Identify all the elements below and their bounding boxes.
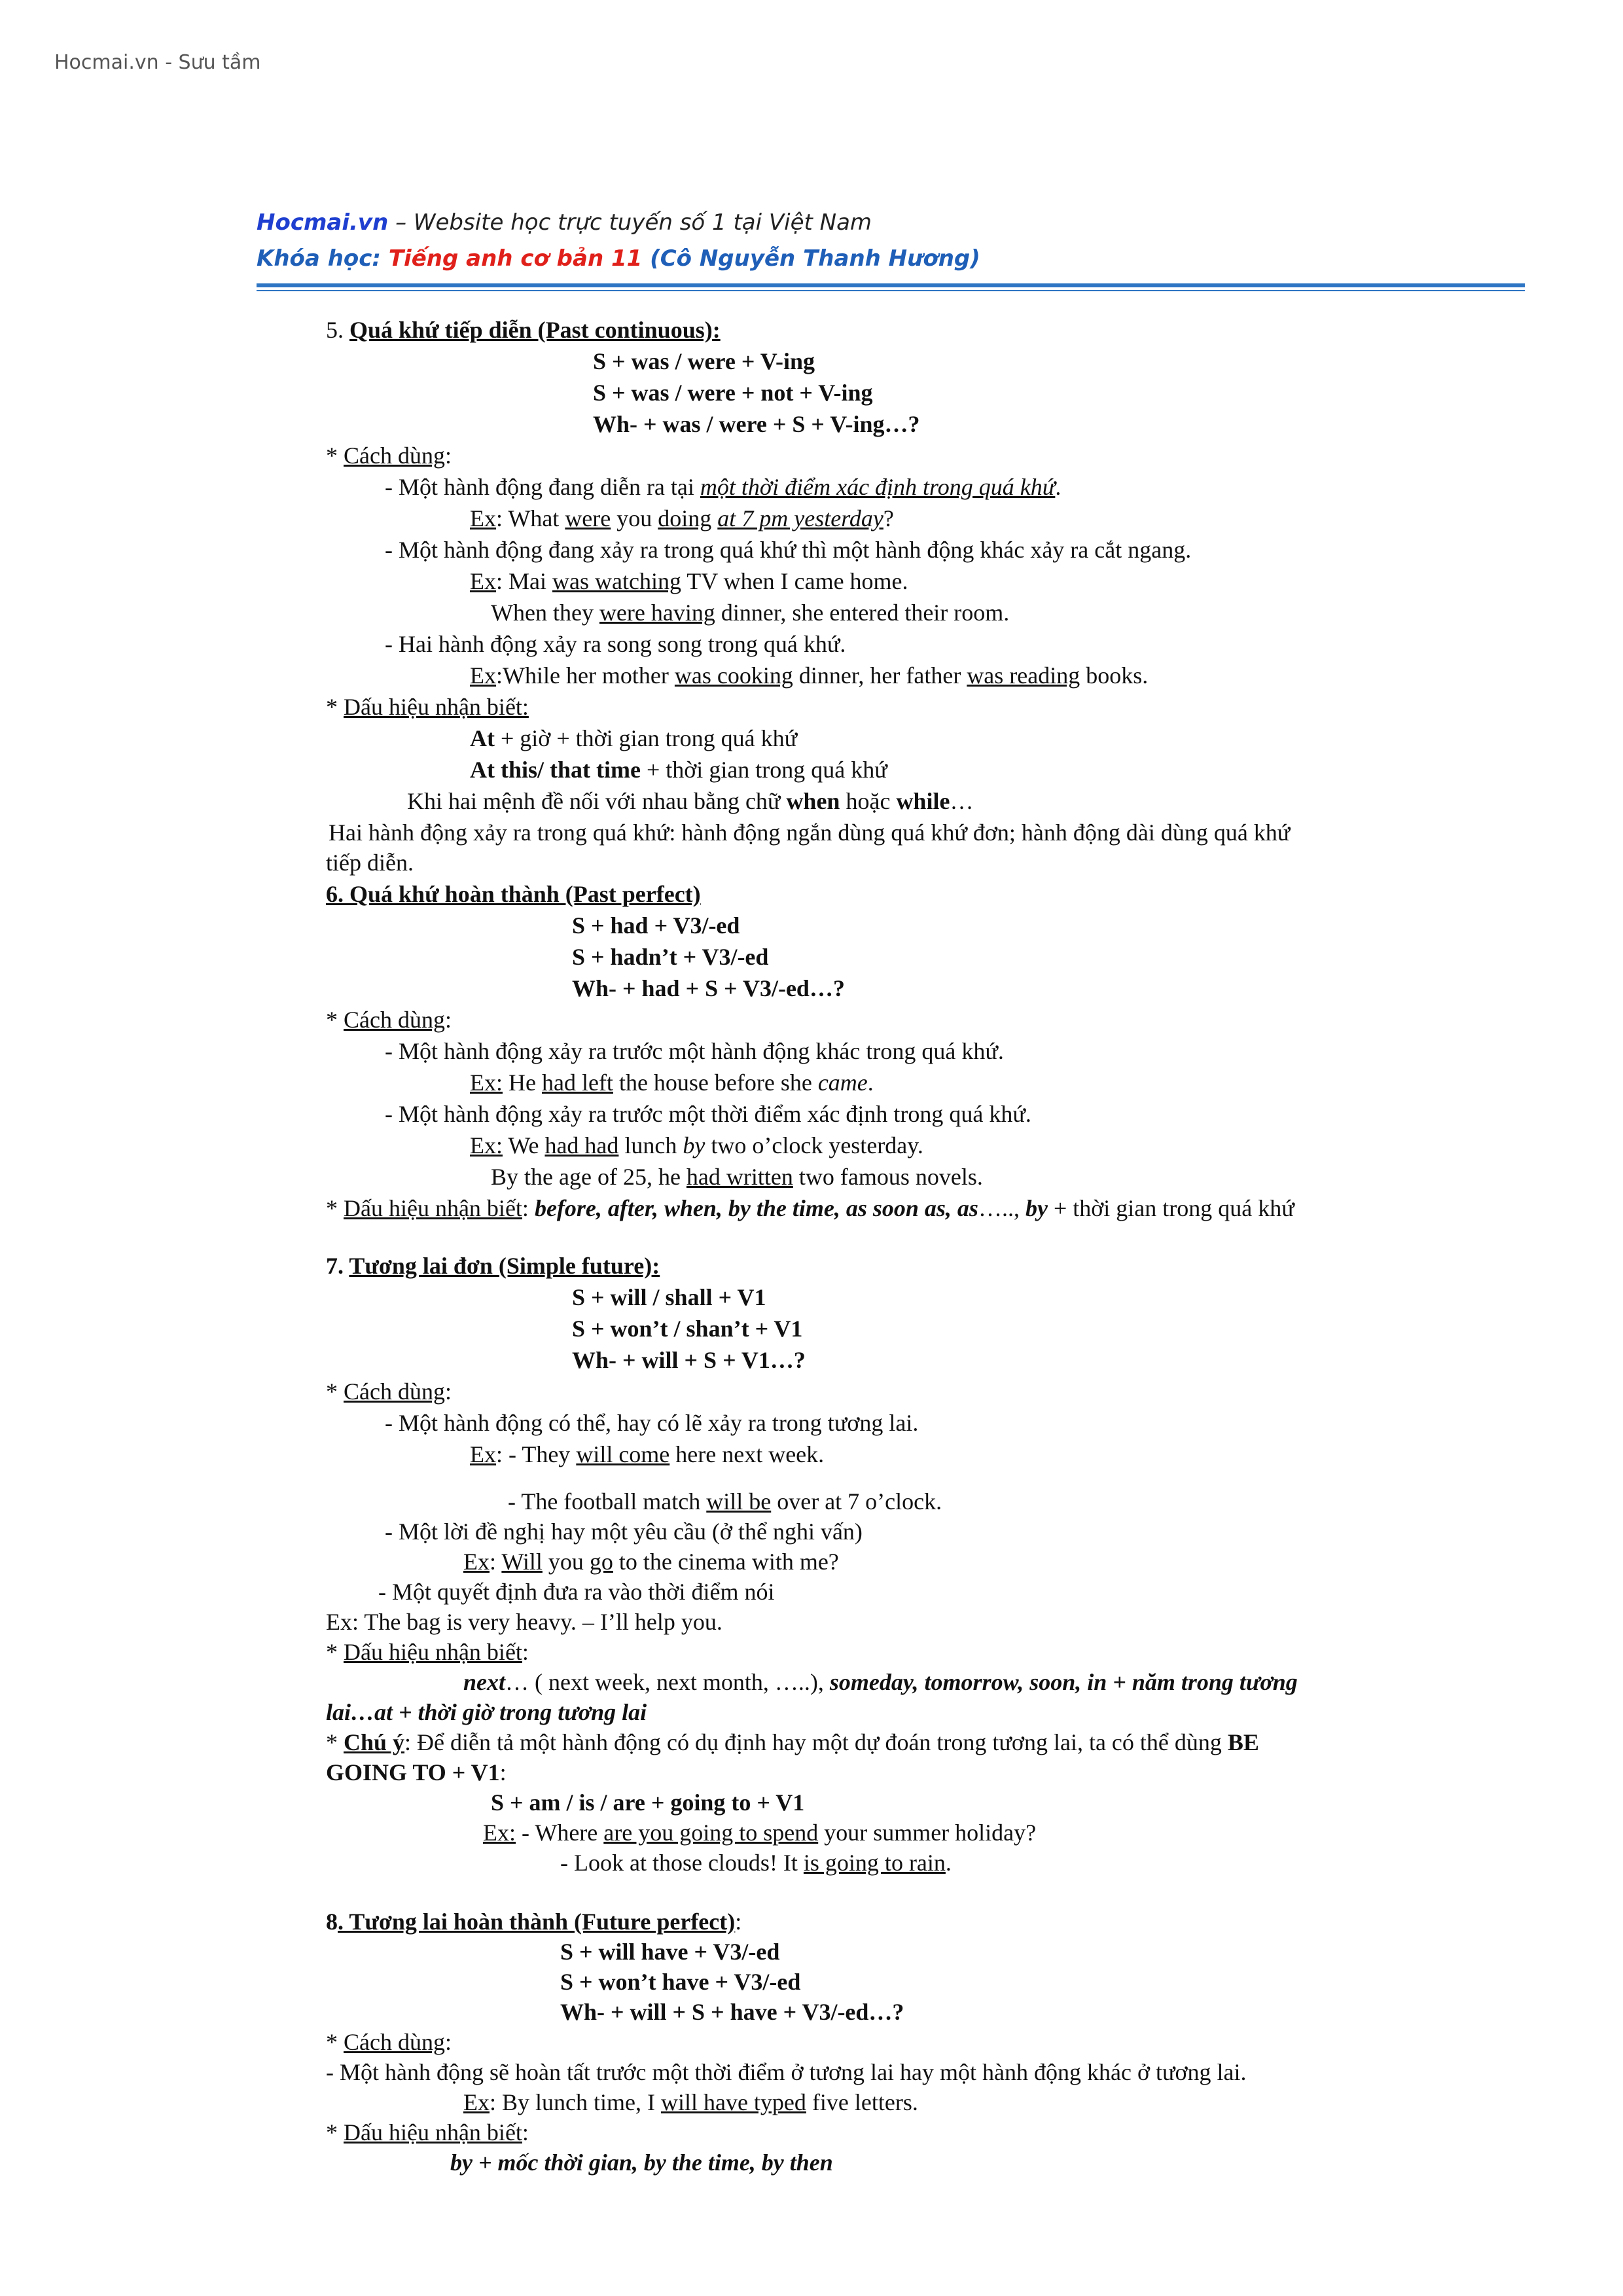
text-run: Cách dùng — [344, 1007, 445, 1033]
text-run: over at 7 o’clock. — [771, 1488, 942, 1515]
text-line — [463, 1547, 839, 1576]
site-tagline: – Website học trực tuyến số 1 tại Việt Nam — [388, 209, 872, 236]
text-run: Ex: — [470, 1069, 503, 1096]
text-run: - Một hành động sẽ hoàn tất trước một thời điểm ở tương lai hay một hành động khác ở tương lai. — [326, 2059, 1247, 2085]
text-run: was watching — [552, 568, 681, 594]
text-run: - Một quyết định đưa ra vào thời điểm nói — [378, 1579, 775, 1605]
text-line — [326, 1607, 722, 1636]
text-run: S + was / were + not + V-ing — [593, 380, 873, 406]
text-run: : — [522, 2119, 529, 2145]
text-run: - Một hành động đang diễn ra tại — [385, 474, 700, 500]
text-run: : — [444, 1007, 452, 1033]
text-line — [385, 1408, 918, 1437]
text-line — [326, 848, 414, 877]
text-run: 7. — [326, 1253, 349, 1279]
text-run: Ex — [470, 1441, 496, 1467]
text-run: - Hai hành động xảy ra song song trong quá khứ. — [385, 631, 846, 657]
text-run: When they — [491, 600, 599, 626]
text-line — [572, 1283, 766, 1312]
text-run: Ex — [470, 568, 496, 594]
text-run: while — [896, 788, 950, 814]
text-run: - The football match — [508, 1488, 707, 1515]
header-divider — [257, 283, 1525, 287]
text-run: We — [503, 1132, 545, 1158]
text-run: by — [683, 1132, 705, 1158]
header-divider-thin — [257, 290, 1525, 291]
text-run: - Một hành động có thể, hay có lẽ xảy ra trong tương lai. — [385, 1410, 919, 1436]
text-line — [572, 911, 740, 940]
text-run: two o’clock yesterday. — [705, 1132, 923, 1158]
text-line — [491, 598, 1009, 627]
text-line — [483, 1818, 1036, 1847]
course-name: Tiếng anh cơ bản 11 — [388, 245, 643, 272]
text-line — [326, 1377, 452, 1406]
text-line — [560, 1998, 904, 2026]
text-run: - Một hành động đang xảy ra trong quá khứ thì một hành động khác xảy ra cắt ngang. — [385, 537, 1192, 563]
text-run: : — [444, 2029, 452, 2055]
text-line — [326, 1698, 647, 1727]
text-run: * — [326, 2119, 344, 2145]
text-run: will come — [576, 1441, 670, 1467]
text-run: had written — [686, 1164, 793, 1190]
text-run: hoặc — [840, 788, 897, 814]
text-run: Will — [501, 1549, 543, 1575]
text-run: five letters. — [806, 2089, 918, 2115]
text-run: : By lunch time, I — [490, 2089, 661, 2115]
text-run: At this/ that time — [470, 757, 641, 783]
text-run: Chú ý — [344, 1729, 405, 1755]
text-run: when — [786, 788, 840, 814]
text-line — [385, 1517, 863, 1546]
text-line — [463, 1668, 1298, 1696]
text-run: BE — [1227, 1729, 1259, 1755]
text-line — [407, 787, 973, 816]
text-run: - Where — [516, 1820, 604, 1846]
text-run: Ex — [470, 662, 496, 689]
text-run: S + am / is / are + going to + V1 — [491, 1789, 805, 1816]
text-line — [470, 755, 887, 784]
text-run: + thời gian trong quá khứ — [640, 757, 887, 783]
text-line — [470, 1068, 874, 1097]
text-run: : — [490, 1549, 502, 1575]
text-line — [593, 347, 815, 376]
text-line — [329, 818, 1290, 847]
text-run: - Một lời đề nghị hay một yêu cầu (ở thể nghi vấn) — [385, 1518, 863, 1545]
text-line — [572, 974, 845, 1003]
text-run: are you going to spend — [603, 1820, 819, 1846]
text-line — [326, 1194, 1294, 1223]
text-run: tiếp diễn. — [326, 850, 414, 876]
text-line — [491, 1788, 804, 1817]
text-run: S + will / shall + V1 — [572, 1284, 766, 1310]
text-run: someday, tomorrow, soon, in + năm trong tương — [829, 1669, 1298, 1695]
text-line — [593, 410, 920, 439]
text-run: Ex: — [483, 1820, 516, 1846]
text-run: : — [444, 442, 452, 469]
text-run: . Tương lai hoàn thành (Future perfect) — [338, 1909, 736, 1935]
text-line — [326, 1728, 1259, 1757]
header-site-line — [257, 209, 872, 236]
text-run: : — [522, 1639, 529, 1665]
text-run: : — [444, 1378, 452, 1405]
text-run: : — [522, 1195, 535, 1221]
text-line — [326, 2058, 1247, 2087]
text-run: Wh- + will + S + have + V3/-ed…? — [560, 1999, 904, 2025]
text-run: Ex — [463, 2089, 490, 2115]
text-run: came — [817, 1069, 868, 1096]
text-run: : - They — [496, 1441, 577, 1467]
text-run: + thời gian trong quá khứ — [1047, 1195, 1294, 1221]
text-line — [470, 661, 1148, 690]
text-run: dinner, she entered their room. — [715, 600, 1010, 626]
text-run: 6. Quá khứ hoàn thành (Past perfect) — [326, 881, 701, 907]
text-run: * — [326, 694, 344, 720]
text-run: * — [326, 2029, 344, 2055]
text-run: Wh- + had + S + V3/-ed…? — [572, 975, 845, 1001]
text-run: Ex: — [470, 1132, 503, 1158]
text-run: doing — [658, 505, 712, 531]
text-run: S + won’t have + V3/-ed — [560, 1969, 801, 1995]
site-name: Hocmai.vn — [257, 209, 389, 236]
text-run: GOING TO + V1 — [326, 1759, 500, 1785]
text-line — [560, 1967, 800, 1996]
text-run: will have typed — [660, 2089, 806, 2115]
text-line — [385, 630, 846, 658]
text-line — [463, 2088, 918, 2117]
text-run: by — [1025, 1195, 1048, 1221]
text-run: * — [326, 442, 344, 469]
text-run: here next week. — [669, 1441, 825, 1467]
text-run: : — [499, 1759, 507, 1785]
text-line — [326, 2028, 452, 2056]
text-run: lai…at + thời giờ trong tương lai — [326, 1699, 647, 1725]
text-run: S + hadn’t + V3/-ed — [572, 944, 769, 970]
text-line — [572, 942, 768, 971]
text-run: is going to rain — [803, 1850, 946, 1876]
text-run: had left — [541, 1069, 613, 1096]
text-run: : Để diễn tả một hành động có dụ định hay một dự đoán trong tương lai, ta có thể dùng — [404, 1729, 1228, 1755]
text-line — [450, 2148, 833, 2177]
text-line — [491, 1162, 983, 1191]
text-line — [470, 1131, 923, 1160]
text-run: * — [326, 1639, 344, 1665]
text-run: two famous novels. — [793, 1164, 983, 1190]
text-line — [326, 1638, 529, 1666]
text-line — [593, 378, 873, 407]
text-line — [378, 1577, 774, 1606]
text-run: was reading — [967, 662, 1080, 689]
text-run: go — [589, 1549, 613, 1575]
text-run: … — [950, 788, 974, 814]
text-run: before, after, when, by the time, as soon as, as — [534, 1195, 978, 1221]
text-run: 5. — [326, 317, 349, 343]
text-run: Cách dùng — [344, 2029, 445, 2055]
text-run: : What — [496, 505, 565, 531]
text-run: * — [326, 1007, 344, 1033]
text-run: had had — [544, 1132, 619, 1158]
text-run: to the cinema with me? — [613, 1549, 839, 1575]
text-run: Cách dùng — [344, 442, 445, 469]
text-line — [470, 504, 894, 533]
text-run: your summer holiday? — [818, 1820, 1037, 1846]
text-line — [385, 535, 1191, 564]
text-run: at 7 pm yesterday — [717, 505, 883, 531]
text-run: TV when I came home. — [681, 568, 908, 594]
text-run: … ( next week, next month, …..), — [505, 1669, 830, 1695]
text-run: * — [326, 1378, 344, 1405]
text-run: Tương lai đơn (Simple future): — [349, 1253, 660, 1279]
text-run: lunch — [618, 1132, 683, 1158]
text-line — [470, 567, 908, 596]
text-run: were — [565, 505, 611, 531]
text-run: He — [503, 1069, 542, 1096]
text-line — [385, 1037, 1004, 1066]
text-run: Ex: The bag is very heavy. – I’ll help you. — [326, 1609, 722, 1635]
text-line — [326, 1758, 507, 1787]
text-line — [470, 1440, 824, 1469]
text-run: Ex — [463, 1549, 490, 1575]
text-line — [326, 315, 721, 344]
text-line — [326, 1907, 741, 1936]
text-run: : Mai — [496, 568, 552, 594]
text-run: Wh- + will + S + V1…? — [572, 1347, 806, 1373]
text-run: S + was / were + V-ing — [593, 348, 815, 374]
text-line — [508, 1487, 942, 1516]
text-run: - Một hành động xảy ra trước một hành động khác trong quá khứ. — [385, 1038, 1004, 1064]
text-line — [560, 1848, 952, 1877]
course-prefix: Khóa học: — [257, 245, 389, 272]
text-line — [326, 692, 529, 721]
course-teacher: (Cô Nguyễn Thanh Hương) — [642, 245, 980, 272]
text-run: S + will have + V3/-ed — [560, 1939, 780, 1965]
text-run: 8 — [326, 1909, 338, 1935]
text-run: - Look at those clouds! It — [560, 1850, 804, 1876]
text-run: Ex — [470, 505, 496, 531]
text-line — [326, 1005, 452, 1034]
text-run: were having — [599, 600, 715, 626]
text-run: : — [735, 1909, 742, 1935]
text-run: . — [945, 1850, 952, 1876]
text-run: . — [867, 1069, 874, 1096]
text-run — [711, 505, 717, 531]
text-run: * — [326, 1729, 344, 1755]
text-line — [326, 880, 701, 908]
text-run: By the age of 25, he — [491, 1164, 687, 1190]
text-run: Dấu hiệu nhận biết — [344, 1195, 522, 1221]
text-line — [470, 724, 797, 753]
text-line — [560, 1937, 779, 1966]
text-line — [385, 473, 1061, 501]
text-line — [326, 441, 452, 470]
text-run: Quá khứ tiếp diễn (Past continuous): — [349, 317, 721, 343]
text-run: ….., — [978, 1195, 1026, 1221]
text-run: - Một hành động xảy ra trước một thời điểm xác định trong quá khứ. — [385, 1101, 1031, 1127]
watermark: Hocmai.vn - Sưu tầm — [54, 51, 261, 74]
text-run: * — [326, 1195, 344, 1221]
text-run: next — [463, 1669, 506, 1695]
text-run: Dấu hiệu nhận biết — [344, 2119, 522, 2145]
text-run: Wh- + was / were + S + V-ing…? — [593, 411, 920, 437]
text-run: you — [611, 505, 658, 531]
text-run: một thời điểm xác định trong quá khứ — [700, 474, 1056, 500]
text-run: Dấu hiệu nhận biết: — [344, 694, 529, 720]
text-run: the house before she — [613, 1069, 818, 1096]
text-run: Khi hai mệnh đề nối với nhau bằng chữ — [407, 788, 787, 814]
header-course-line — [257, 245, 980, 272]
text-run: dinner, her father — [793, 662, 967, 689]
text-run: Cách dùng — [344, 1378, 445, 1405]
text-run: S + won’t / shan’t + V1 — [572, 1316, 803, 1342]
text-run: Dấu hiệu nhận biết — [344, 1639, 522, 1665]
text-line — [326, 1251, 660, 1280]
text-run: books. — [1080, 662, 1149, 689]
text-run: At — [470, 725, 495, 751]
text-run: + giờ + thời gian trong quá khứ — [495, 725, 798, 751]
text-run: ? — [883, 505, 894, 531]
text-run: by + mốc thời gian, by the time, by then — [450, 2149, 833, 2176]
text-run: . — [1055, 474, 1061, 500]
text-line — [572, 1346, 806, 1374]
text-line — [572, 1314, 802, 1343]
text-run: was cooking — [674, 662, 793, 689]
text-run: will be — [706, 1488, 772, 1515]
text-run: S + had + V3/-ed — [572, 912, 740, 939]
text-line — [326, 2118, 529, 2147]
text-run: you — [542, 1549, 590, 1575]
text-run: :While her mother — [496, 662, 675, 689]
text-line — [385, 1100, 1031, 1128]
text-run: Hai hành động xảy ra trong quá khứ: hành động ngắn dùng quá khứ đơn; hành động dài dùng quá khứ — [329, 819, 1291, 846]
